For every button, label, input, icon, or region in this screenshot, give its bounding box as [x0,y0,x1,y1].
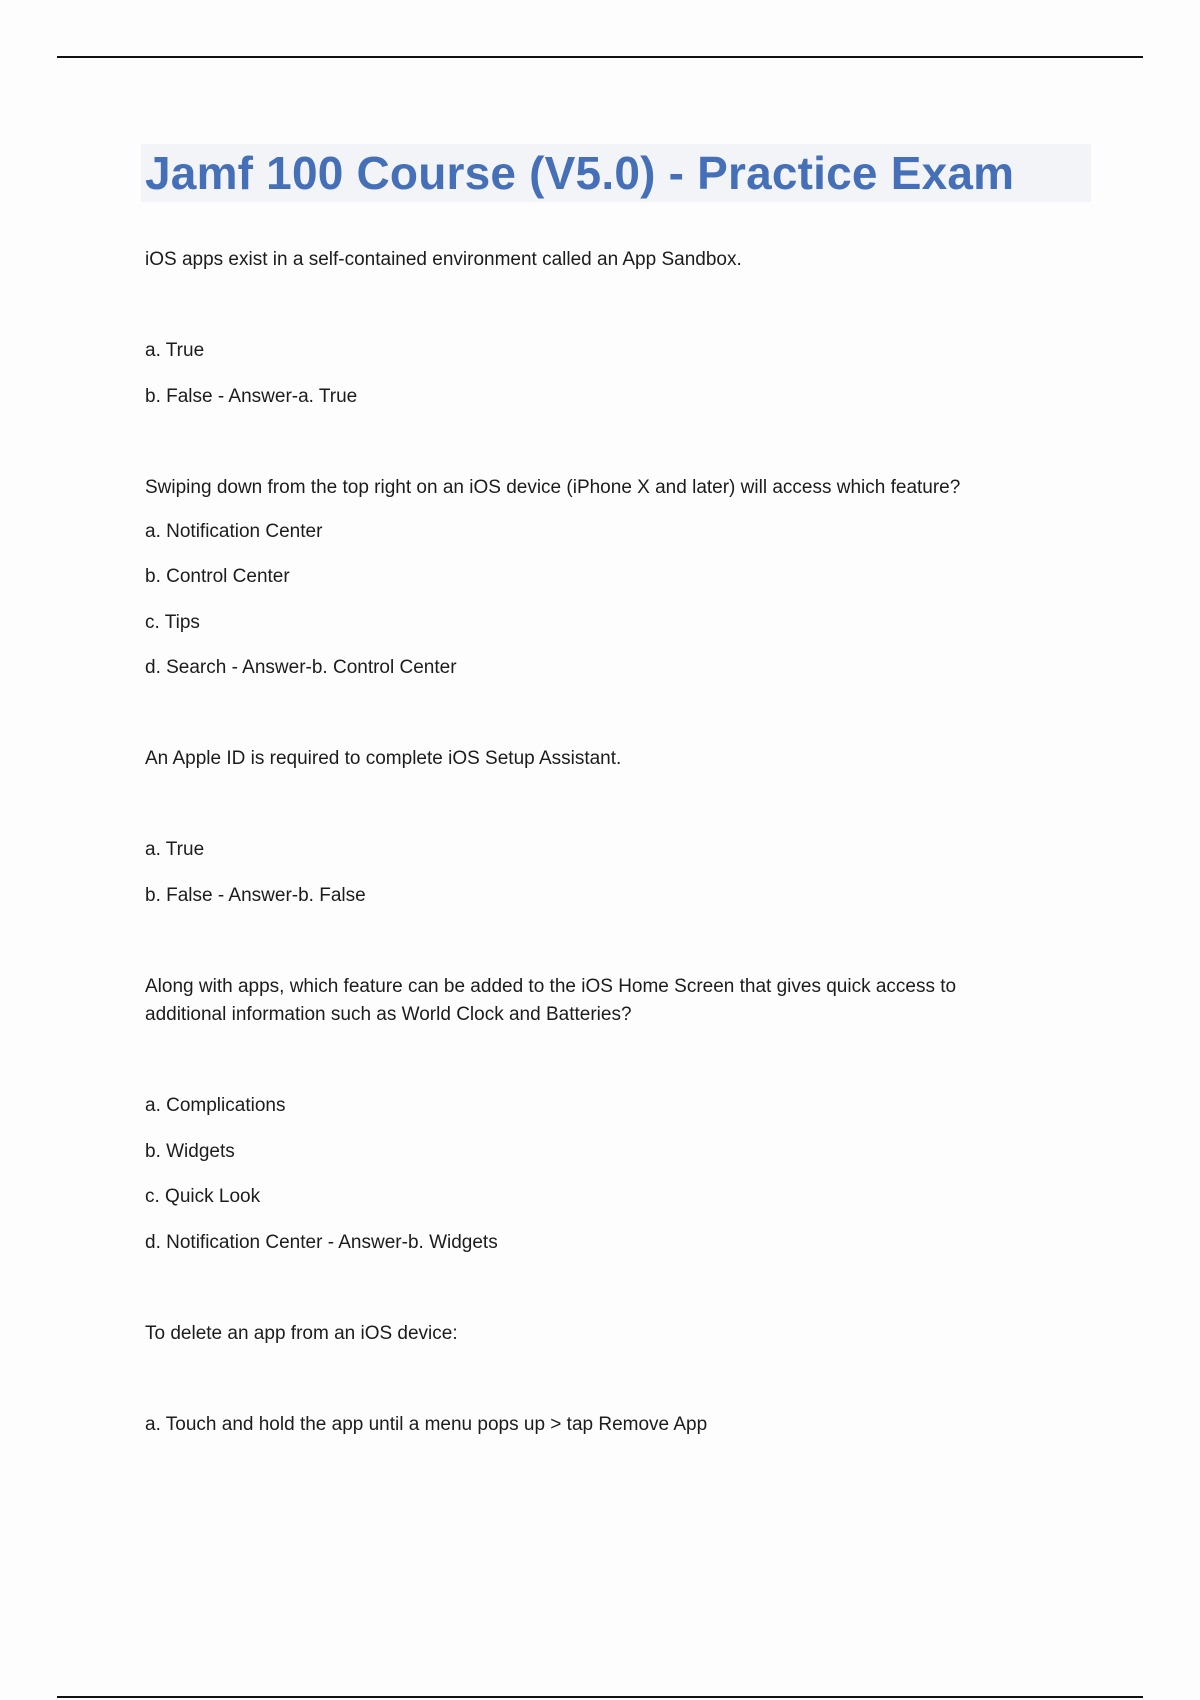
question-text: iOS apps exist in a self-contained environment called an App Sandbox. [145,249,742,270]
question-text-line: Along with apps, which feature can be added to the iOS Home Screen that gives quick access to [145,976,957,997]
answer-option: a. Touch and hold the app until a menu pops up > tap Remove App [145,1414,708,1435]
question-text: To delete an app from an iOS device: [145,1323,458,1344]
title-block [141,144,1091,202]
question-text: An Apple ID is required to complete iOS Setup Assistant. [145,748,622,769]
answer-option: b. Widgets [145,1141,235,1162]
header-rule [57,56,1143,58]
answer-option: a. True [145,839,205,860]
question-text-line: additional information such as World Clock and Batteries? [145,1004,632,1025]
answer-option: c. Tips [145,612,200,633]
answer-option: b. False - Answer-b. False [145,885,366,906]
answer-option: a. Complications [145,1095,286,1116]
answer-option: d. Notification Center - Answer-b. Widgets [145,1232,498,1253]
answer-option: d. Search - Answer-b. Control Center [145,657,457,678]
footer-rule [57,1696,1143,1698]
question-text: Swiping down from the top right on an iOS device (iPhone X and later) will access which feature? [145,477,961,498]
answer-option: a. True [145,340,205,361]
answer-option: a. Notification Center [145,521,323,542]
page-title: Jamf 100 Course (V5.0) - Practice Exam [145,147,1015,199]
answer-option: b. False - Answer-a. True [145,386,358,407]
answer-option: c. Quick Look [145,1186,261,1207]
answer-option: b. Control Center [145,566,290,587]
